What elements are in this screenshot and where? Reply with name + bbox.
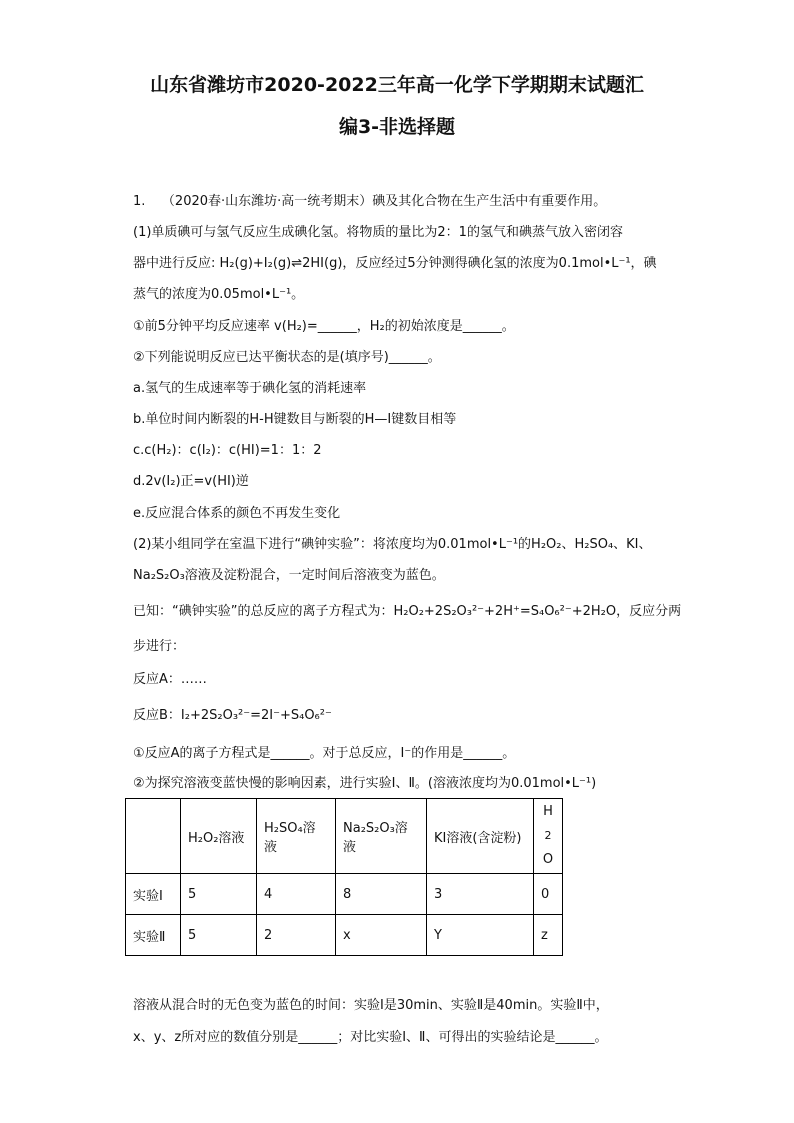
table-cell: 实验Ⅰ	[126, 874, 181, 915]
document-title-line2: 编3-非选择题	[338, 116, 456, 138]
known-equation-line2: 步进行：	[133, 639, 186, 654]
table-cell: 5	[181, 874, 257, 915]
part2-text-line1: (2)某小组同学在室温下进行“碘钟实验”：将浓度均为0.01mol•L⁻¹的H₂O₂、H₂SO₄、KI、	[133, 537, 652, 552]
known-equation-line1: 已知：“碘钟实验”的总反应的离子方程式为：H₂O₂+2S₂O₃²⁻+2H⁺=S₄O₆²⁻+2H₂O，反应分两	[133, 604, 682, 619]
experiment-table	[125, 798, 563, 956]
option-d: d.2v(I₂)正=v(HI)逆	[133, 474, 249, 489]
table-header-cell-h2o	[534, 799, 563, 874]
table-cell: 0	[534, 874, 563, 915]
table-header-cell: H₂O₂溶液	[181, 799, 257, 874]
part1-text-line2: 器中进行反应: H₂(g)+I₂(g)⇌2HI(g)，反应经过5分钟测得碘化氢的浓度为0.1mol•L⁻¹，碘	[133, 256, 657, 271]
table-row	[126, 874, 563, 915]
conclusion-line1: 溶液从混合时的无色变为蓝色的时间：实验Ⅰ是30min、实验Ⅱ是40min。实验Ⅱ中，	[133, 998, 609, 1013]
subquestion-2: ②下列能说明反应已达平衡状态的是(填序号)______。	[133, 350, 441, 365]
table-cell: 3	[427, 874, 534, 915]
conclusion-line2: x、y、z所对应的数值分别是______；对比实验Ⅰ、Ⅱ、可得出的实验结论是______。	[133, 1030, 608, 1045]
table-cell: Y	[427, 915, 534, 956]
option-e: e.反应混合体系的颜色不再发生变化	[133, 506, 341, 521]
option-b: b.单位时间内断裂的H-H键数目与断裂的H—I键数目相等	[133, 412, 457, 427]
subquestion-1: ①前5分钟平均反应速率 v(H₂)=______，H₂的初始浓度是______。	[133, 319, 515, 334]
reaction-a: 反应A：……	[133, 672, 207, 687]
part1-text-line3: 蒸气的浓度为0.05mol•L⁻¹。	[133, 287, 305, 302]
table-header-cell: H₂SO₄溶液	[257, 799, 336, 874]
table-cell: 2	[257, 915, 336, 956]
table-cell: 实验Ⅱ	[126, 915, 181, 956]
subquestion-3: ①反应A的离子方程式是______。对于总反应，I⁻的作用是______。	[133, 746, 516, 761]
option-a: a.氢气的生成速率等于碘化氢的消耗速率	[133, 381, 367, 396]
table-header-cell: KI溶液(含淀粉)	[427, 799, 534, 874]
part1-text-line1: (1)单质碘可与氢气反应生成碘化氢。将物质的量比为2：1的氢气和碘蒸气放入密闭容	[133, 225, 623, 240]
question-intro: 1. （2020春·山东潍坊·高一统考期末）碘及其化合物在生产生活中有重要作用。	[133, 194, 607, 209]
table-header-cell: Na₂S₂O₃溶液	[336, 799, 427, 874]
table-cell: 8	[336, 874, 427, 915]
reaction-b: 反应B：I₂+2S₂O₃²⁻=2I⁻+S₄O₆²⁻	[133, 708, 332, 723]
document-title-line1: 山东省潍坊市2020-2022三年高一化学下学期期末试题汇	[150, 74, 644, 96]
option-c: c.c(H₂)：c(I₂)：c(HI)=1：1：2	[133, 443, 322, 458]
table-header-row	[126, 799, 563, 874]
table-cell: z	[534, 915, 563, 956]
part2-text-line2: Na₂S₂O₃溶液及淀粉混合，一定时间后溶液变为蓝色。	[133, 568, 445, 583]
h2o-part-h: H	[543, 804, 553, 819]
table-cell: 5	[181, 915, 257, 956]
table-cell: x	[336, 915, 427, 956]
h2o-part-2: 2	[544, 829, 552, 842]
table-cell: 4	[257, 874, 336, 915]
h2o-part-o: O	[542, 852, 554, 867]
table-row	[126, 915, 563, 956]
table-header-cell	[126, 799, 181, 874]
subquestion-4: ②为探究溶液变蓝快慢的影响因素，进行实验Ⅰ、Ⅱ。(溶液浓度均为0.01mol•L⁻¹)	[133, 776, 597, 791]
